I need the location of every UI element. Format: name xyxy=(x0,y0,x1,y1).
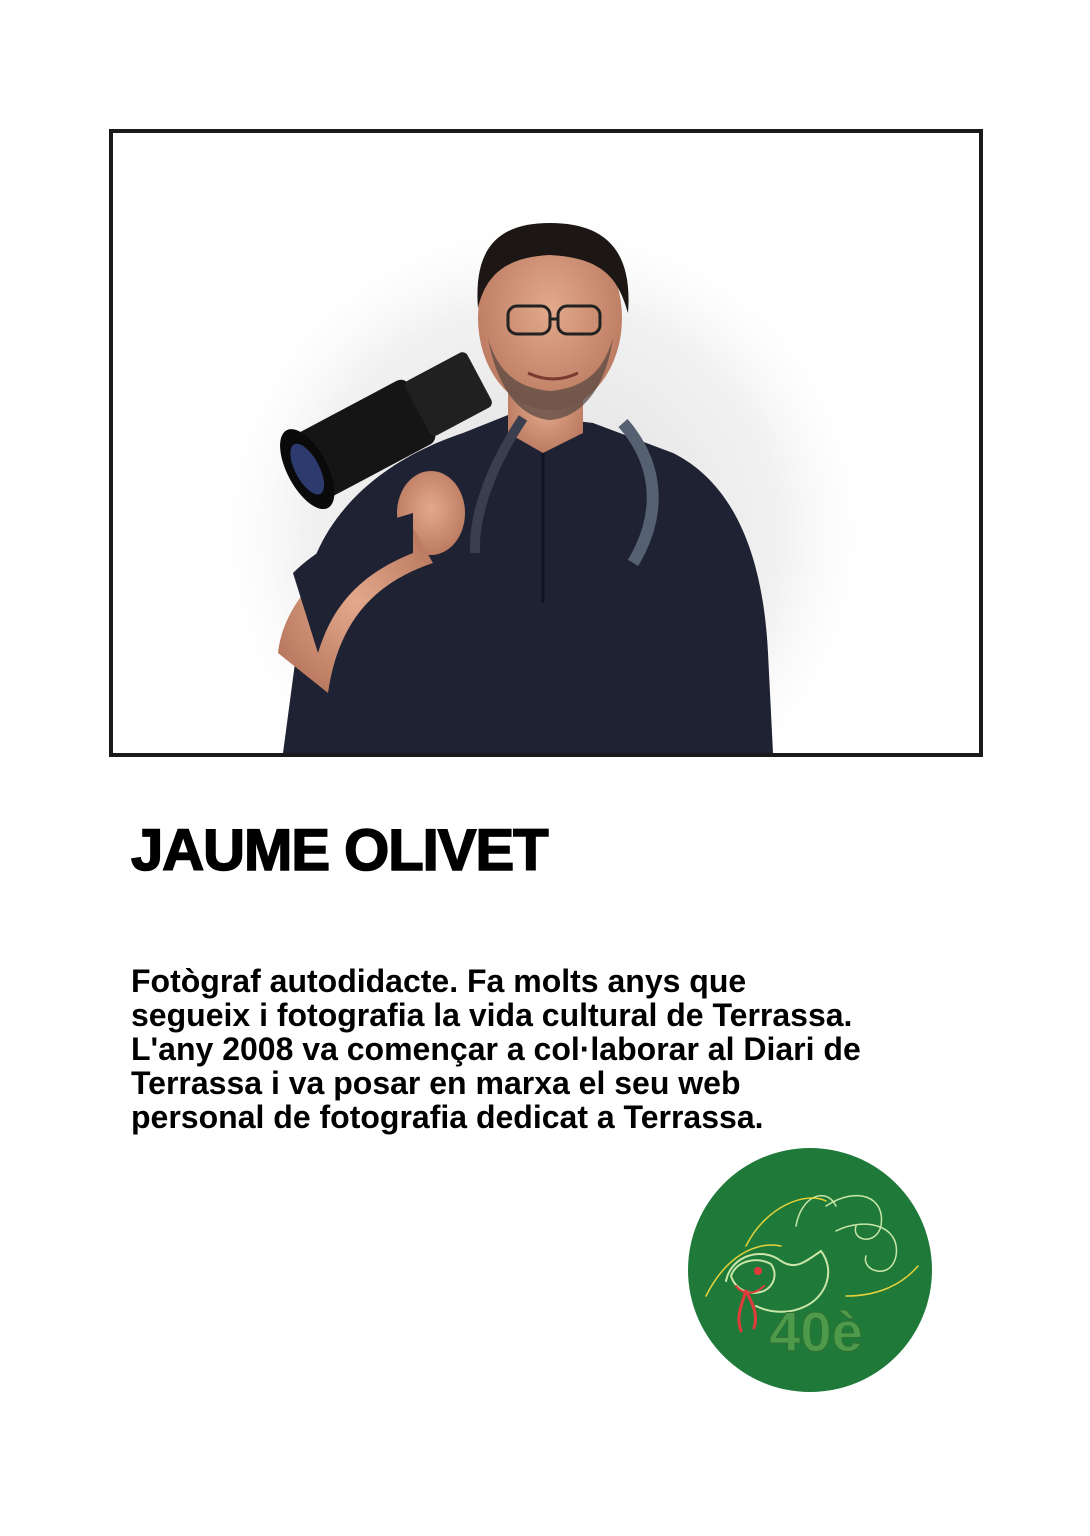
bio-line: personal de fotografia dedicat a Terrassa. xyxy=(131,1099,764,1135)
biography-text xyxy=(131,964,1011,1134)
bio-line: Terrassa i va posar en marxa el seu web xyxy=(131,1065,741,1101)
person-name: JAUME OLIVET xyxy=(131,818,548,883)
badge-number: 40è xyxy=(769,1300,863,1363)
anniversary-badge xyxy=(686,1146,934,1394)
bio-line: L'any 2008 va començar a col·laborar al Diari de xyxy=(131,1031,861,1067)
portrait-photo xyxy=(109,129,983,757)
bio-line: Fotògraf autodidacte. Fa molts anys que xyxy=(131,963,747,999)
photographer-portrait-icon xyxy=(113,133,979,753)
bio-line: segueix i fotografia la vida cultural de Terrassa. xyxy=(131,997,853,1033)
